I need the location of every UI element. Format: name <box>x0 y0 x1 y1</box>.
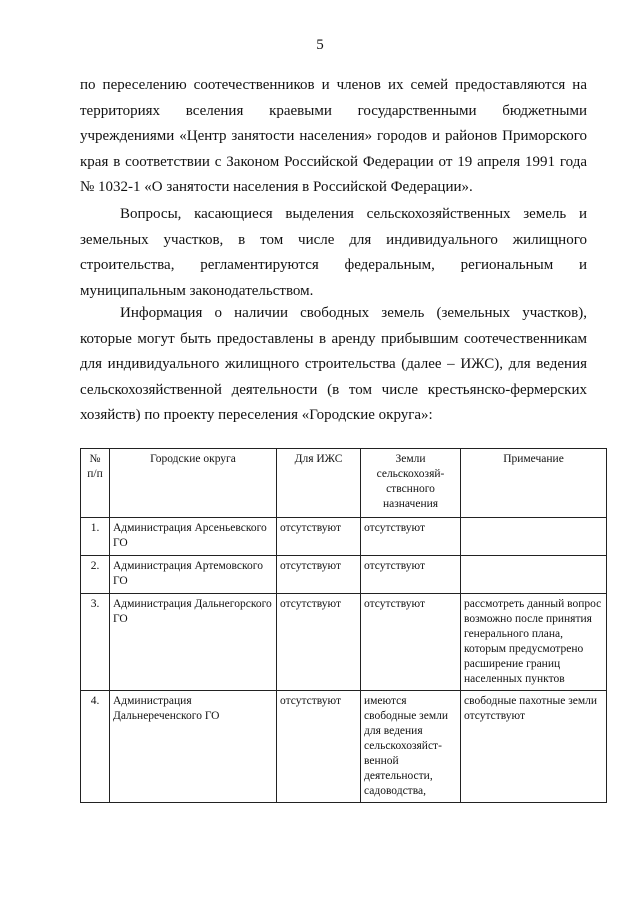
free-land-table <box>80 448 607 803</box>
row-district: Администрация Арсеньевского ГО <box>110 518 277 556</box>
row-note: рассмотреть данный вопрос возможно после принятия генерального плана, которым предусмотрено расширение границ населенных пунктов <box>461 594 607 691</box>
row-note <box>461 518 607 556</box>
row-izhs: отсутствуют <box>277 691 361 803</box>
header-agri: Земли сельскохозяй-ствснного назначения <box>361 449 461 518</box>
table-header-row <box>81 449 607 518</box>
paragraph-text: по переселению соотечественников и членов их семей предоставляются на территориях вселения краевыми государственными бюджетными учреждениями «Центр занятости населения» городов и районов Приморского края в соответствии с Законом Российской Федерации от 19 апреля 1991 года № 1032-1 «О занятости населения в Российской Федерации». <box>80 77 587 195</box>
table-row <box>81 691 607 803</box>
paragraph-3 <box>80 301 587 429</box>
paragraph-2 <box>80 202 587 304</box>
row-district: Администрация Артемовского ГО <box>110 556 277 594</box>
header-note: Примечание <box>461 449 607 518</box>
row-agri: отсутствуют <box>361 518 461 556</box>
row-num: 4. <box>81 691 110 803</box>
table-row <box>81 518 607 556</box>
table-row <box>81 556 607 594</box>
row-agri: отсутствуют <box>361 556 461 594</box>
paragraph-1 <box>80 73 587 201</box>
header-izhs: Для ИЖС <box>277 449 361 518</box>
row-izhs: отсутствуют <box>277 594 361 691</box>
header-district: Городские округа <box>110 449 277 518</box>
paragraph-text: Вопросы, касающиеся выделения сельскохозяйственных земель и земельных участков, в том числе для индивидуального жилищного строительства, регламентируются федеральным, региональным и муниципальным законодательством. <box>80 206 587 299</box>
row-num: 1. <box>81 518 110 556</box>
row-note: свободные пахотные земли отсутствуют <box>461 691 607 803</box>
row-izhs: отсутствуют <box>277 518 361 556</box>
paragraph-text: Информация о наличии свободных земель (земельных участков), которые могут быть предоставлены в аренду прибывшим соотечественникам для индивидуального жилищного строительства (далее – ИЖС), для ведения сельскохозяйственной деятельности (в том числе крестьянско-фермерских хозяйств) по проекту переселения «Городские округа»: <box>80 305 587 423</box>
page-number: 5 <box>316 37 324 53</box>
row-agri: имеются свободные земли для ведения сельскохозяйст-венной деятельности, садоводства, <box>361 691 461 803</box>
row-num: 2. <box>81 556 110 594</box>
row-district: Администрация Дальнереченского ГО <box>110 691 277 803</box>
header-num: № п/п <box>81 449 110 518</box>
row-note <box>461 556 607 594</box>
row-izhs: отсутствуют <box>277 556 361 594</box>
row-district: Администрация Дальнегорского ГО <box>110 594 277 691</box>
row-num: 3. <box>81 594 110 691</box>
table-row <box>81 594 607 691</box>
row-agri: отсутствуют <box>361 594 461 691</box>
